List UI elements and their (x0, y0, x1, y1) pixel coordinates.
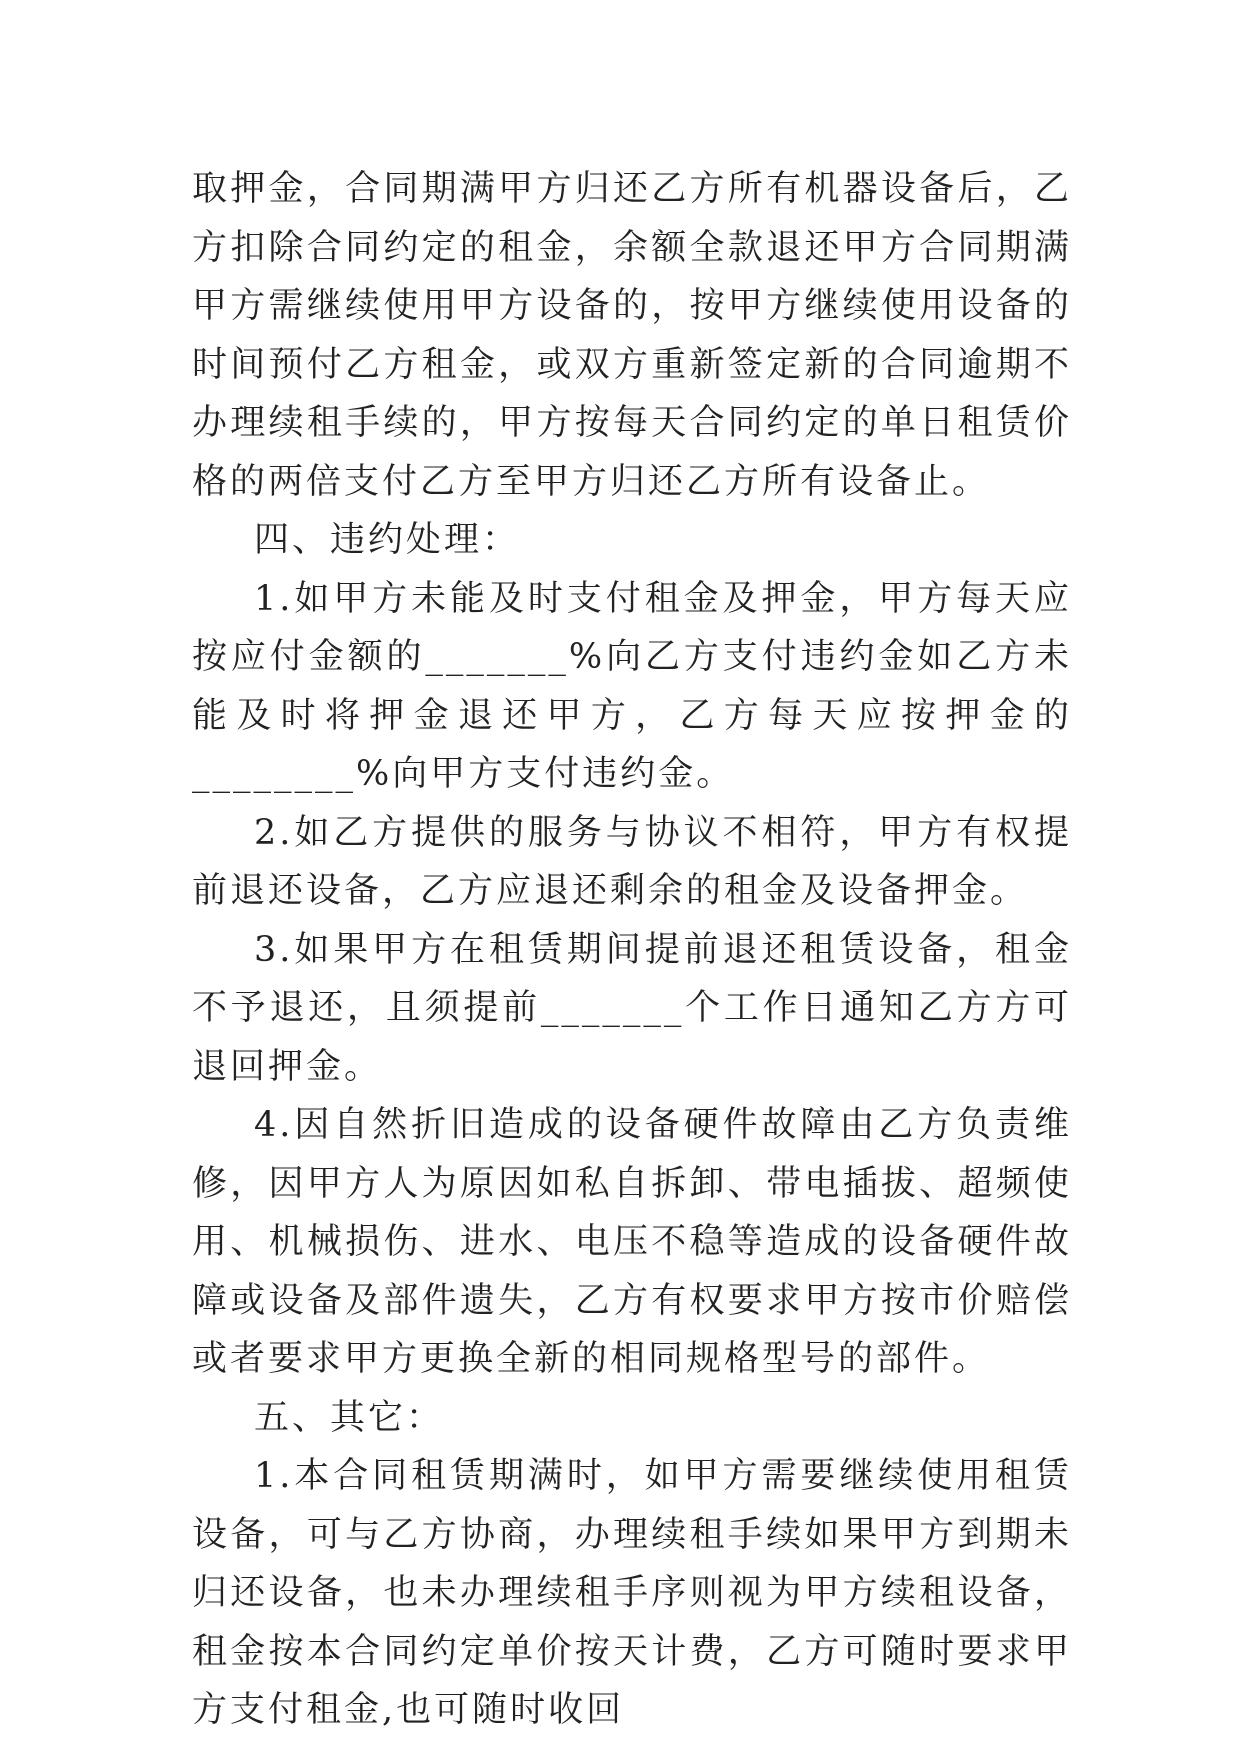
heading-breach-handling: 四、违约处理： (254, 520, 521, 560)
contract-body (192, 160, 1072, 1740)
clause-breach-4: 4.因自然折旧造成的设备硬件故障由乙方负责维修，因甲方人为原因如私自拆卸、带电插拔、超频使用、机械损伤、进水、电压不稳等造成的设备硬件故障或设备及部件遗失，乙方有权要求甲方按市价赔偿或者要求甲方更换全新的相同规格型号的部件。 (192, 1105, 1072, 1379)
clause-other-1: 1.本合同租赁期满时，如甲方需要继续使用租赁设备，可与乙方协商，办理续租手续如果甲方到期未归还设备，也未办理续租手序则视为甲方续租设备，租金按本合同约定单价按天计费，乙方可随时要求甲方支付租金,也可随时收回 (192, 1456, 1072, 1730)
clause-breach-1: 1.如甲方未能及时支付租金及押金，甲方每天应按应付金额的_______%向乙方支付违约金如乙方未能及时将押金退还甲方，乙方每天应按押金的________%向甲方支付违约金。 (192, 578, 1072, 794)
clause-breach-3: 3.如果甲方在租赁期间提前退还租赁设备，租金不予退还，且须提前_______个工作日通知乙方方可退回押金。 (192, 929, 1072, 1087)
clause-breach-2: 2.如乙方提供的服务与协议不相符，甲方有权提前退还设备，乙方应退还剩余的租金及设备押金。 (192, 812, 1072, 911)
paragraph-deposit-return: 取押金，合同期满甲方归还乙方所有机器设备后，乙方扣除合同约定的租金，余额全款退还甲方合同期满甲方需继续使用甲方设备的，按甲方继续使用设备的时间预付乙方租金，或双方重新签定新的合同逾期不办理续租手续的，甲方按每天合同约定的单日租赁价格的两倍支付乙方至甲方归还乙方所有设备止。 (192, 169, 1072, 502)
heading-other: 五、其它： (254, 1397, 445, 1438)
